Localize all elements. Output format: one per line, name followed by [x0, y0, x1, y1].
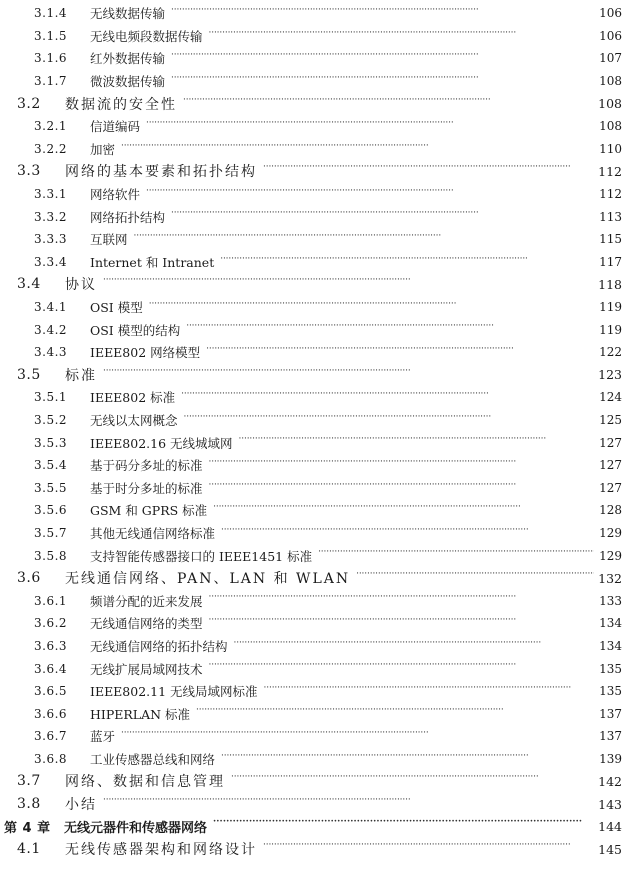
page-number: 135 — [599, 684, 622, 699]
section-title: 基于时分多址的标准 — [90, 480, 203, 496]
section-number: 3.4.3 — [34, 345, 68, 360]
dot-leader — [209, 594, 594, 607]
section-title: 小结 — [65, 797, 97, 814]
page-number: 137 — [599, 729, 622, 744]
toc-entry — [0, 409, 634, 432]
page-number: 137 — [599, 706, 622, 721]
section-number: 3.2.1 — [34, 119, 68, 134]
section-title: 支持智能传感器接口的 IEEE1451 标准 — [90, 548, 313, 564]
section-number: 第 4 章 — [4, 821, 51, 837]
page-number: 107 — [599, 51, 622, 66]
page-number: 117 — [599, 254, 622, 269]
dot-leader — [209, 30, 594, 43]
toc-entry — [0, 793, 634, 816]
section-title: 标准 — [65, 367, 97, 384]
dot-leader — [221, 527, 594, 540]
toc-entry — [0, 725, 634, 748]
section-number: 3.1.6 — [34, 51, 68, 66]
section-title: GSM 和 GPRS 标准 — [90, 503, 208, 519]
page-number: 139 — [599, 751, 622, 766]
toc-entry — [0, 228, 634, 251]
section-number: 3.8 — [17, 796, 41, 813]
dot-leader — [196, 707, 594, 720]
section-title: 网络的基本要素和拓扑结构 — [65, 164, 257, 181]
section-number: 3.2.2 — [34, 141, 68, 156]
dot-leader — [171, 210, 594, 223]
page-number: 123 — [598, 367, 622, 383]
dot-leader — [263, 164, 594, 178]
section-number: 3.1.7 — [34, 74, 68, 89]
section-title: 工业传感器总线和网络 — [90, 751, 216, 767]
dot-leader — [221, 753, 594, 766]
toc-entry — [0, 612, 634, 635]
section-number: 3.3.1 — [34, 187, 68, 202]
section-title: 信道编码 — [90, 119, 141, 135]
section-number: 3.6 — [17, 570, 41, 587]
dot-leader — [103, 277, 594, 291]
section-title: 无线元器件和传感器网络 — [64, 821, 208, 837]
dot-leader — [239, 436, 594, 449]
page-number: 127 — [599, 458, 622, 473]
toc-entry — [0, 25, 634, 48]
toc-entry — [0, 567, 634, 590]
toc-entry — [0, 635, 634, 658]
section-title: Internet 和 Intranet — [90, 254, 215, 270]
section-number: 3.6.4 — [34, 661, 68, 676]
section-number: 3.5.2 — [34, 412, 68, 427]
section-number: 3.4.2 — [34, 322, 68, 337]
dot-leader — [134, 233, 594, 246]
page-number: 122 — [599, 345, 622, 360]
toc-entry — [0, 296, 634, 319]
page-number: 106 — [599, 28, 622, 43]
toc-entry — [0, 205, 634, 228]
section-title: 数据流的安全性 — [65, 96, 177, 113]
section-number: 3.5 — [17, 366, 41, 383]
dot-leader — [103, 368, 594, 382]
toc-entry — [0, 815, 634, 838]
section-title: IEEE802 网络模型 — [90, 345, 201, 361]
toc-entry — [0, 680, 634, 703]
dot-leader — [220, 256, 594, 269]
toc-entry — [0, 364, 634, 387]
section-title: 无线数据传输 — [90, 6, 166, 22]
dot-leader — [231, 774, 594, 788]
toc-entry — [0, 92, 634, 115]
page-number: 129 — [599, 525, 622, 540]
page-number: 144 — [598, 819, 622, 835]
page-number: 112 — [598, 163, 622, 179]
toc-entry — [0, 273, 634, 296]
section-number: 3.4 — [17, 276, 41, 293]
toc-entry — [0, 2, 634, 25]
toc-entry — [0, 657, 634, 680]
section-title: 微波数据传输 — [90, 74, 166, 90]
page-number: 119 — [599, 322, 622, 337]
toc-entry — [0, 115, 634, 138]
section-title: 加密 — [90, 141, 116, 157]
section-number: 3.5.7 — [34, 525, 68, 540]
page-number: 127 — [599, 435, 622, 450]
toc-entry — [0, 341, 634, 364]
section-number: 3.6.1 — [34, 593, 68, 608]
page-number: 127 — [599, 480, 622, 495]
dot-leader — [183, 97, 594, 111]
page-number: 128 — [599, 503, 622, 518]
toc-entry — [0, 183, 634, 206]
section-title: 协议 — [65, 277, 97, 294]
section-number: 3.6.6 — [34, 706, 68, 721]
dot-leader — [213, 504, 594, 517]
section-number: 3.5.8 — [34, 548, 68, 563]
dot-leader — [103, 797, 594, 811]
page-number: 110 — [599, 141, 622, 156]
dot-leader — [209, 617, 594, 630]
page-number: 108 — [598, 96, 622, 112]
dot-leader — [209, 482, 594, 495]
section-title: 频谱分配的近来发展 — [90, 593, 203, 609]
toc-entry — [0, 70, 634, 93]
section-title: 无线通信网络的类型 — [90, 616, 203, 632]
section-title: 基于码分多址的标准 — [90, 458, 203, 474]
section-number: 3.5.5 — [34, 480, 68, 495]
dot-leader — [171, 7, 594, 20]
section-title: HIPERLAN 标准 — [90, 706, 191, 722]
dot-leader — [146, 188, 594, 201]
table-of-contents — [0, 2, 634, 861]
section-number: 3.5.3 — [34, 435, 68, 450]
section-title: IEEE802 标准 — [90, 390, 176, 406]
dot-leader — [146, 120, 594, 133]
section-number: 3.1.4 — [34, 6, 68, 21]
section-number: 3.5.1 — [34, 390, 68, 405]
toc-entry — [0, 476, 634, 499]
dot-leader — [184, 414, 594, 427]
toc-entry — [0, 47, 634, 70]
dot-leader — [171, 75, 594, 88]
dot-leader — [234, 640, 594, 653]
section-title: 无线通信网络、PAN、LAN 和 WLAN — [65, 571, 351, 588]
page-number: 125 — [599, 412, 622, 427]
section-title: 无线电频段数据传输 — [90, 28, 203, 44]
section-title: 无线以太网概念 — [90, 412, 178, 428]
toc-entry — [0, 544, 634, 567]
page-number: 108 — [599, 74, 622, 89]
section-number: 3.1.5 — [34, 28, 68, 43]
dot-leader — [171, 52, 594, 65]
section-number: 3.3.3 — [34, 232, 68, 247]
page-number: 134 — [599, 616, 622, 631]
toc-entry — [0, 318, 634, 341]
dot-leader — [121, 143, 594, 156]
section-number: 3.2 — [17, 95, 41, 112]
section-title: 互联网 — [90, 232, 128, 248]
page-number: 115 — [599, 232, 622, 247]
section-title: 蓝牙 — [90, 729, 116, 745]
section-number: 3.3.4 — [34, 254, 68, 269]
toc-entry — [0, 386, 634, 409]
dot-leader — [181, 391, 594, 404]
toc-entry — [0, 589, 634, 612]
dot-leader — [149, 301, 594, 314]
page-number: 143 — [598, 796, 622, 812]
page-number: 145 — [598, 841, 622, 857]
section-title: 无线传感器架构和网络设计 — [65, 842, 257, 859]
toc-entry — [0, 702, 634, 725]
dot-leader — [264, 685, 594, 698]
page-number: 113 — [599, 209, 622, 224]
page-number: 142 — [598, 773, 622, 789]
toc-entry — [0, 160, 634, 183]
page-number: 112 — [599, 187, 622, 202]
toc-entry — [0, 454, 634, 477]
page-number: 129 — [599, 548, 622, 563]
section-number: 3.6.8 — [34, 751, 68, 766]
page-number: 132 — [598, 570, 622, 586]
toc-entry — [0, 251, 634, 274]
section-title: IEEE802.11 无线局域网标准 — [90, 684, 258, 700]
section-number: 3.7 — [17, 773, 41, 790]
toc-entry — [0, 522, 634, 545]
section-title: 网络、数据和信息管理 — [65, 774, 225, 791]
section-title: 红外数据传输 — [90, 51, 166, 67]
section-title: 无线通信网络的拓扑结构 — [90, 638, 228, 654]
section-number: 3.3 — [17, 163, 41, 180]
page-number: 106 — [599, 6, 622, 21]
dot-leader — [318, 549, 594, 562]
section-number: 3.6.7 — [34, 729, 68, 744]
dot-leader — [209, 662, 594, 675]
page-number: 135 — [599, 661, 622, 676]
page-number: 124 — [599, 390, 622, 405]
section-title: IEEE802.16 无线城域网 — [90, 435, 233, 451]
page-number: 119 — [599, 300, 622, 315]
toc-entry — [0, 838, 634, 861]
section-title: OSI 模型的结构 — [90, 322, 181, 338]
section-title: 网络拓扑结构 — [90, 209, 166, 225]
dot-leader — [356, 571, 594, 585]
section-number: 3.6.2 — [34, 616, 68, 631]
dot-leader — [213, 819, 594, 835]
section-number: 3.6.3 — [34, 638, 68, 653]
section-title: 网络软件 — [90, 187, 141, 203]
toc-entry — [0, 770, 634, 793]
toc-entry — [0, 431, 634, 454]
toc-entry — [0, 748, 634, 771]
section-title: 无线扩展局域网技术 — [90, 661, 203, 677]
section-number: 4.1 — [17, 841, 41, 858]
dot-leader — [209, 459, 594, 472]
dot-leader — [186, 323, 594, 336]
page-number: 108 — [599, 119, 622, 134]
dot-leader — [121, 730, 594, 743]
page-number: 118 — [598, 276, 622, 292]
page-number: 133 — [599, 593, 622, 608]
dot-leader — [206, 346, 594, 359]
section-number: 3.3.2 — [34, 209, 68, 224]
section-title: 其他无线通信网络标准 — [90, 525, 216, 541]
section-number: 3.4.1 — [34, 300, 68, 315]
dot-leader — [263, 842, 594, 856]
section-number: 3.5.4 — [34, 458, 68, 473]
section-number: 3.6.5 — [34, 684, 68, 699]
section-number: 3.5.6 — [34, 503, 68, 518]
toc-entry — [0, 138, 634, 161]
page-number: 134 — [599, 638, 622, 653]
section-title: OSI 模型 — [90, 300, 143, 316]
toc-entry — [0, 499, 634, 522]
